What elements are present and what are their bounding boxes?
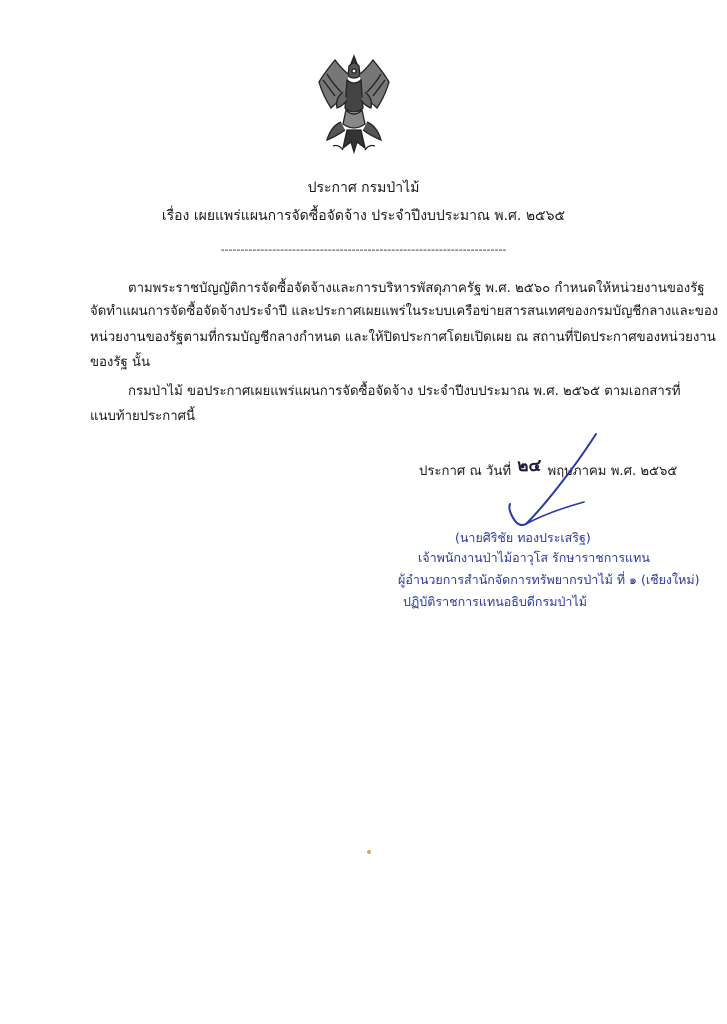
signatory-acting-for: ปฏิบัติราชการแทนอธิบดีกรมป่าไม้ (403, 594, 587, 609)
paragraph-1-line-3: หน่วยงานของรัฐตามที่กรมบัญชีกลางกำหนด และให้ปิดประกาศโดยเปิดเผย ณ สถานที่ปิดประกาศของหน่วยงาน (90, 330, 716, 345)
scan-speck (367, 850, 371, 854)
signatory-position: เจ้าพนักงานป่าไม้อาวุโส รักษาราชการแทน (418, 550, 650, 565)
paragraph-1-line-4: ของรัฐ นั้น (90, 355, 150, 370)
announcement-subject: เรื่อง เผยแพร่แผนการจัดซื้อจัดจ้าง ประจำปีงบประมาณ พ.ศ. ๒๕๖๕ (161, 208, 566, 224)
handwritten-day: ๒๔ (517, 456, 542, 476)
signature-icon (488, 432, 608, 532)
paragraph-1-line-1: ตามพระราชบัญญัติการจัดซื้อจัดจ้างและการบริหารพัสดุภาครัฐ พ.ศ. ๒๕๖๐ กำหนดให้หน่วยงานของรัฐ (128, 281, 705, 296)
signatory-name: (นายศิริชัย ทองประเสริฐ) (455, 530, 591, 545)
signatory-office: ผู้อำนวยการสำนักจัดการทรัพยากรป่าไม้ ที่ ๑ (เชียงใหม่) (398, 572, 700, 587)
garuda-emblem-icon (313, 52, 395, 160)
paragraph-2-line-1: กรมป่าไม้ ขอประกาศเผยแพร่แผนการจัดซื้อจัดจ้าง ประจำปีงบประมาณ พ.ศ. ๒๕๖๕ ตามเอกสารที่ (128, 384, 681, 399)
paragraph-2-line-2: แนบท้ายประกาศนี้ (90, 409, 196, 424)
announcement-title: ประกาศ กรมป่าไม้ (307, 180, 420, 196)
paragraph-1-line-2: จัดทำแผนการจัดซื้อจัดจ้างประจำปี และประกาศเผยแพร่ในระบบเครือข่ายสารสนเทศของกรมบัญชีกลางและของ (90, 304, 719, 319)
date-prefix: ประกาศ ณ วันที่ (419, 464, 512, 479)
divider-line: ------------------------------------------------------------------------ (220, 243, 507, 256)
date-suffix: พฤษภาคม พ.ศ. ๒๕๖๕ (547, 464, 678, 479)
